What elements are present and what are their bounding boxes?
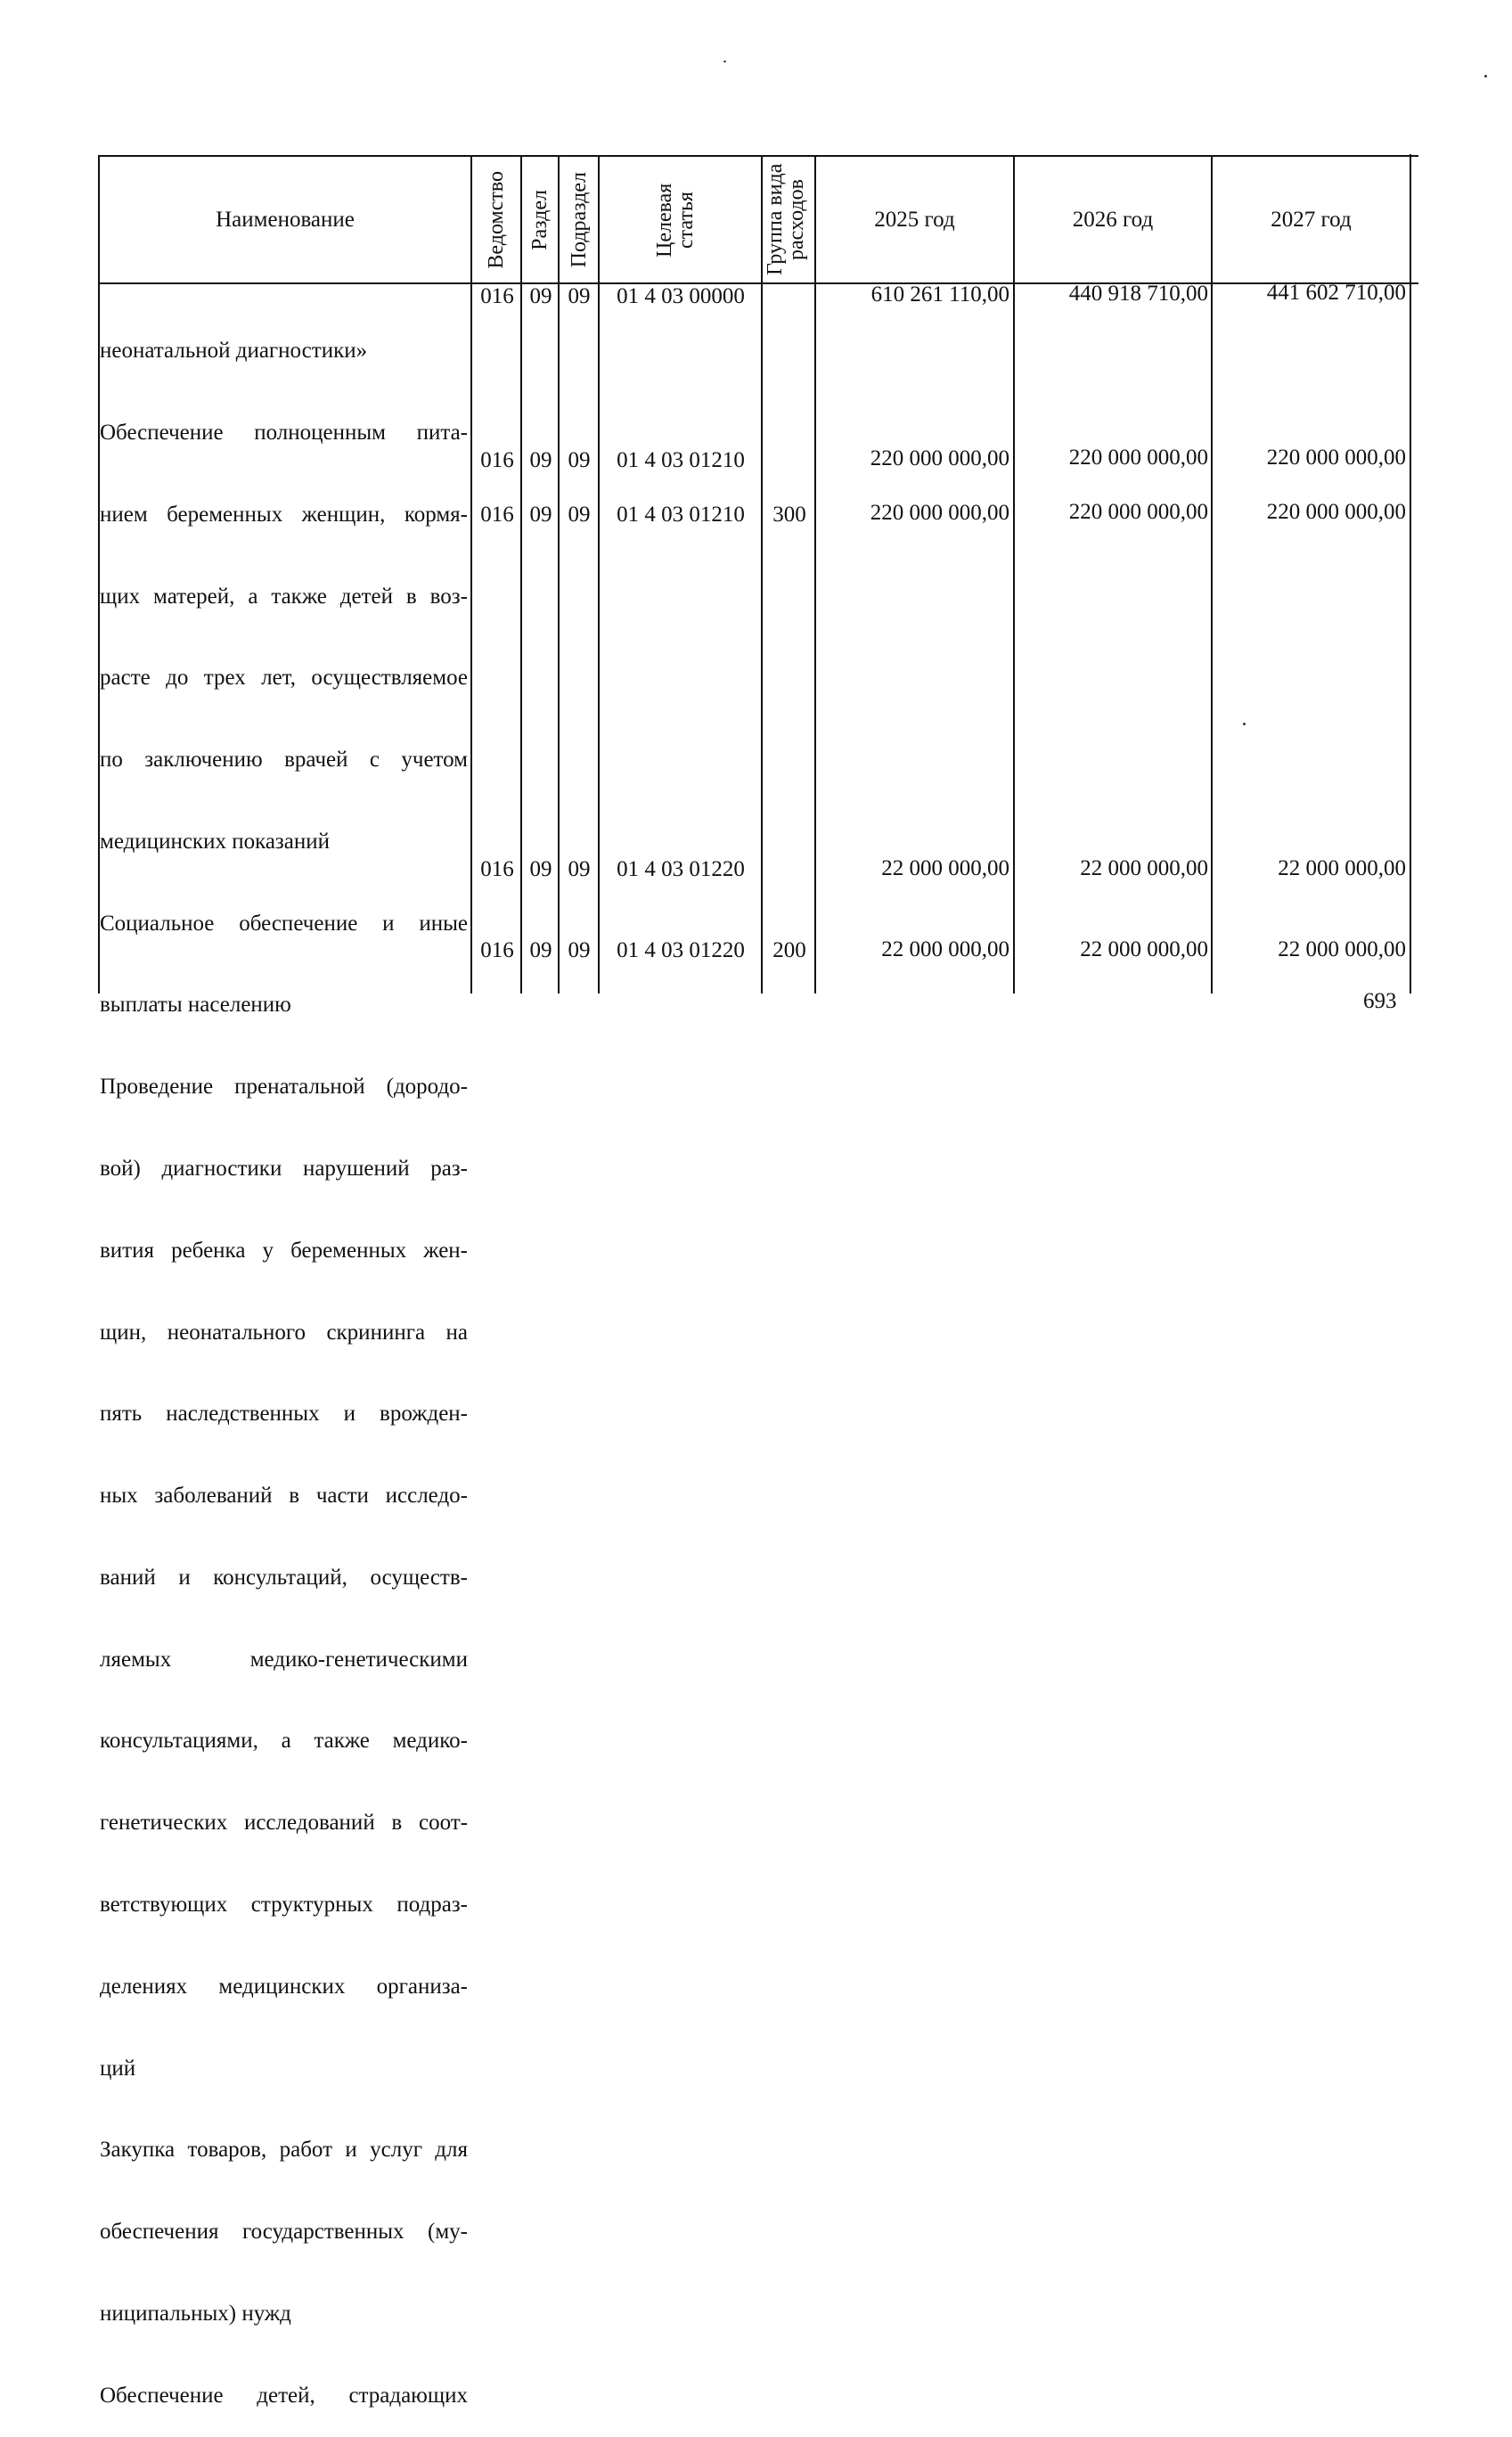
cell-podrazdel: 09: [568, 857, 591, 881]
cell-2025: 220 000 000,00: [870, 446, 1009, 470]
name-line: Проведение пренатальной (дородо-: [100, 1075, 468, 1100]
cell-celevaya: 01 4 03 01210: [617, 503, 745, 527]
name-line: ных заболеваний в части исследо-: [100, 1484, 468, 1509]
name-line: ций: [100, 2056, 136, 2081]
cell-2025: 22 000 000,00: [881, 937, 1009, 961]
cell-2027: 441 602 710,00: [1266, 281, 1406, 305]
cell-2026: 220 000 000,00: [1068, 446, 1208, 470]
name-line: Закупка товаров, работ и услуг для: [100, 2138, 468, 2163]
header-razdel: [522, 157, 558, 282]
header-2026: 2026 год: [1072, 208, 1154, 232]
cell-razdel: 09: [529, 503, 552, 527]
cell-gruppa: 300: [772, 503, 806, 527]
name-line: щих матерей, а также детей в воз-: [100, 584, 468, 609]
name-line: Обеспечение детей, страдающих: [100, 2383, 468, 2408]
cell-vedomstvo: 016: [480, 503, 514, 527]
cell-2026: 220 000 000,00: [1068, 500, 1208, 524]
cell-2027: 220 000 000,00: [1266, 500, 1406, 524]
header-vedomstvo-text: Ведомство: [485, 170, 508, 269]
cell-vedomstvo: 016: [480, 448, 514, 472]
cell-2025: 610 261 110,00: [870, 282, 1009, 307]
cell-2025: 220 000 000,00: [870, 501, 1009, 525]
name-line: консультациями, а также медико-: [100, 1729, 468, 1754]
name-line: по заключению врачей с учетом: [100, 748, 468, 773]
name-line: обеспечения государственных (му-: [100, 2220, 468, 2245]
name-line: медицинских показаний: [100, 829, 331, 854]
col-line-right: [1410, 154, 1411, 994]
header-2025: 2025 год: [874, 208, 955, 232]
header-name: Наименование: [216, 208, 355, 232]
cell-podrazdel: 09: [568, 503, 591, 527]
name-line: Социальное обеспечение и иные: [100, 911, 468, 936]
cell-celevaya: 01 4 03 00000: [617, 284, 745, 308]
name-line: вития ребенка у беременных жен-: [100, 1238, 468, 1263]
cell-celevaya: 01 4 03 01210: [617, 448, 745, 472]
name-line: ляемых медико-генетическими: [100, 1647, 468, 1672]
name-line: ветствующих структурных подраз-: [100, 1893, 468, 1918]
cell-razdel: 09: [529, 448, 552, 472]
cell-vedomstvo: 016: [480, 857, 514, 881]
cell-razdel: 09: [529, 857, 552, 881]
header-razdel-text: Раздел: [528, 189, 552, 250]
header-celevaya: [600, 157, 761, 282]
cell-podrazdel: 09: [568, 448, 591, 472]
name-column-text: [100, 283, 468, 2437]
header-podrazdel: [560, 157, 598, 282]
name-line: Обеспечение полноценным пита-: [100, 420, 468, 445]
name-line: вой) диагностики нарушений раз-: [100, 1157, 468, 1181]
cell-2025: 22 000 000,00: [881, 856, 1009, 880]
cell-razdel: 09: [529, 938, 552, 962]
header-vedomstvo: [472, 157, 520, 282]
name-line: ваний и консультаций, осуществ-: [100, 1565, 468, 1590]
cell-celevaya: 01 4 03 01220: [617, 857, 745, 881]
header-gruppa: [763, 157, 814, 282]
name-line: делениях медицинских организа-: [100, 1974, 468, 1999]
name-line: ниципальных) нужд: [100, 2301, 291, 2326]
cell-vedomstvo: 016: [480, 284, 514, 308]
cell-2026: 440 918 710,00: [1068, 282, 1208, 306]
header-gruppa-text: Группа вида расходов: [764, 163, 808, 276]
name-line: пять наследственных и врожден-: [100, 1402, 468, 1427]
cell-podrazdel: 09: [568, 938, 591, 962]
name-line: щин, неонатального скрининга на: [100, 1320, 468, 1345]
name-line: генетических исследований в соот-: [100, 1811, 468, 1836]
scan-speck: [723, 61, 726, 62]
page-number: 693: [1363, 989, 1397, 1013]
header-celevaya-text: Целевая статья: [652, 182, 698, 258]
header-2027: 2027 год: [1271, 208, 1352, 232]
scan-speck: [1484, 75, 1487, 78]
name-line: расте до трех лет, осуществляемое: [100, 666, 468, 691]
cell-vedomstvo: 016: [480, 938, 514, 962]
scan-speck: [1243, 723, 1246, 725]
cell-2026: 22 000 000,00: [1080, 856, 1208, 880]
cell-2026: 22 000 000,00: [1080, 937, 1208, 961]
cell-2027: 220 000 000,00: [1266, 446, 1406, 470]
cell-gruppa: 200: [772, 938, 806, 962]
cell-podrazdel: 09: [568, 284, 591, 308]
cell-razdel: 09: [529, 284, 552, 308]
cell-2027: 22 000 000,00: [1278, 856, 1406, 880]
cell-celevaya: 01 4 03 01220: [617, 938, 745, 962]
name-line: неонатальной диагностики»: [100, 339, 368, 364]
cell-2027: 22 000 000,00: [1278, 937, 1406, 961]
header-podrazdel-text: Подраздел: [567, 171, 591, 268]
name-line: нием беременных женщин, кормя-: [100, 502, 468, 527]
name-line: выплаты населению: [100, 993, 291, 1018]
